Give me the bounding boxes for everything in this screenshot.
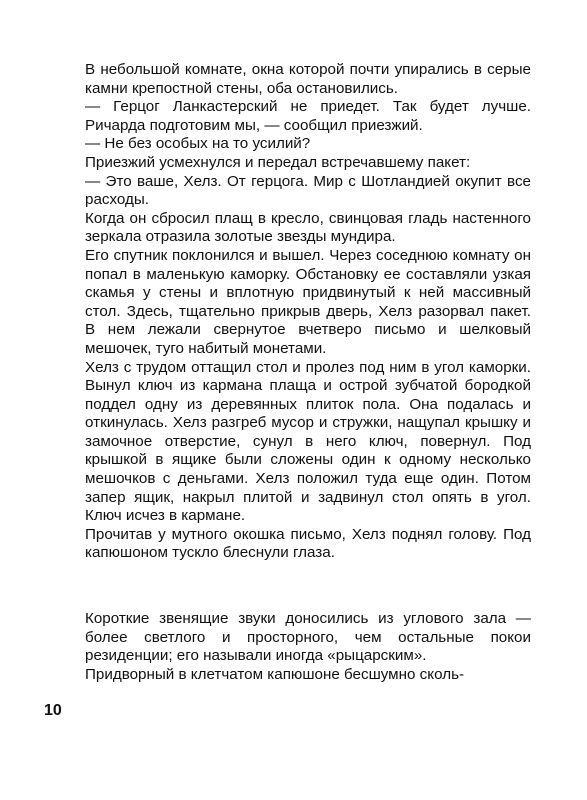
paragraph: Его спутник поклонился и вышел. Через соседнюю комнату он попал в маленькую каморку. Обстановку ее составляли узкая скамья у стены и вплотную придвинутый к ней массивный стол. Здесь, тщательно прикрыв дверь, Хелз разорвал пакет. В нем лежали свернутое вчетверо письмо и шелковый мешочек, туго набитый монетами. [85,246,531,357]
paragraph: — Герцог Ланкастерский не приедет. Так будет лучше. Ричарда подготовим мы, — сообщил приезжий. [85,98,531,134]
section-after-break [85,610,531,684]
paragraph: Хелз с трудом оттащил стол и пролез под ним в угол каморки. Вынул ключ из кармана плаща и острой зубчатой бородкой поддел одну из деревянных плиток пола. Она подалась и откинулась. Хелз разгреб мусор и стружки, нащупал крышку и замочное отверстие, сунул в него ключ, повернул. Под крышкой в ящике были сложены один к одному несколько мешочков с деньгами. Хелз положил туда еще один. Потом запер ящик, накрыл плитой и задвинул стол опять в угол. Ключ исчез в кармане. [85,358,531,525]
paragraph: Придворный в клетчатом капюшоне бесшумно сколь- [85,665,465,683]
paragraph: Короткие звенящие звуки доносились из углового зала — более светлого и просторного, чем остальные покои резиденции; его называли иногда «рыцарским». [85,610,531,665]
paragraph: — Не без особых на то усилий? [85,135,311,153]
page-number: 10 [44,702,62,719]
paragraph: Прочитав у мутного окошка письмо, Хелз поднял голову. Под капюшоном тускло блеснули глаза. [85,525,531,562]
paragraph: Когда он сбросил плащ в кресло, свинцовая гладь настенного зеркала отразила золотые звезды мундира. [85,209,531,246]
paragraph: Приезжий усмехнулся и передал встречавшему пакет: [85,153,471,171]
main-text-section [85,61,531,563]
paragraph: В небольшой комнате, окна которой почти упирались в серые камни крепостной стены, оба остановились. [85,61,531,97]
paragraph: — Это ваше, Хелз. От герцога. Мир с Шотландией окупит все расходы. [85,172,531,209]
